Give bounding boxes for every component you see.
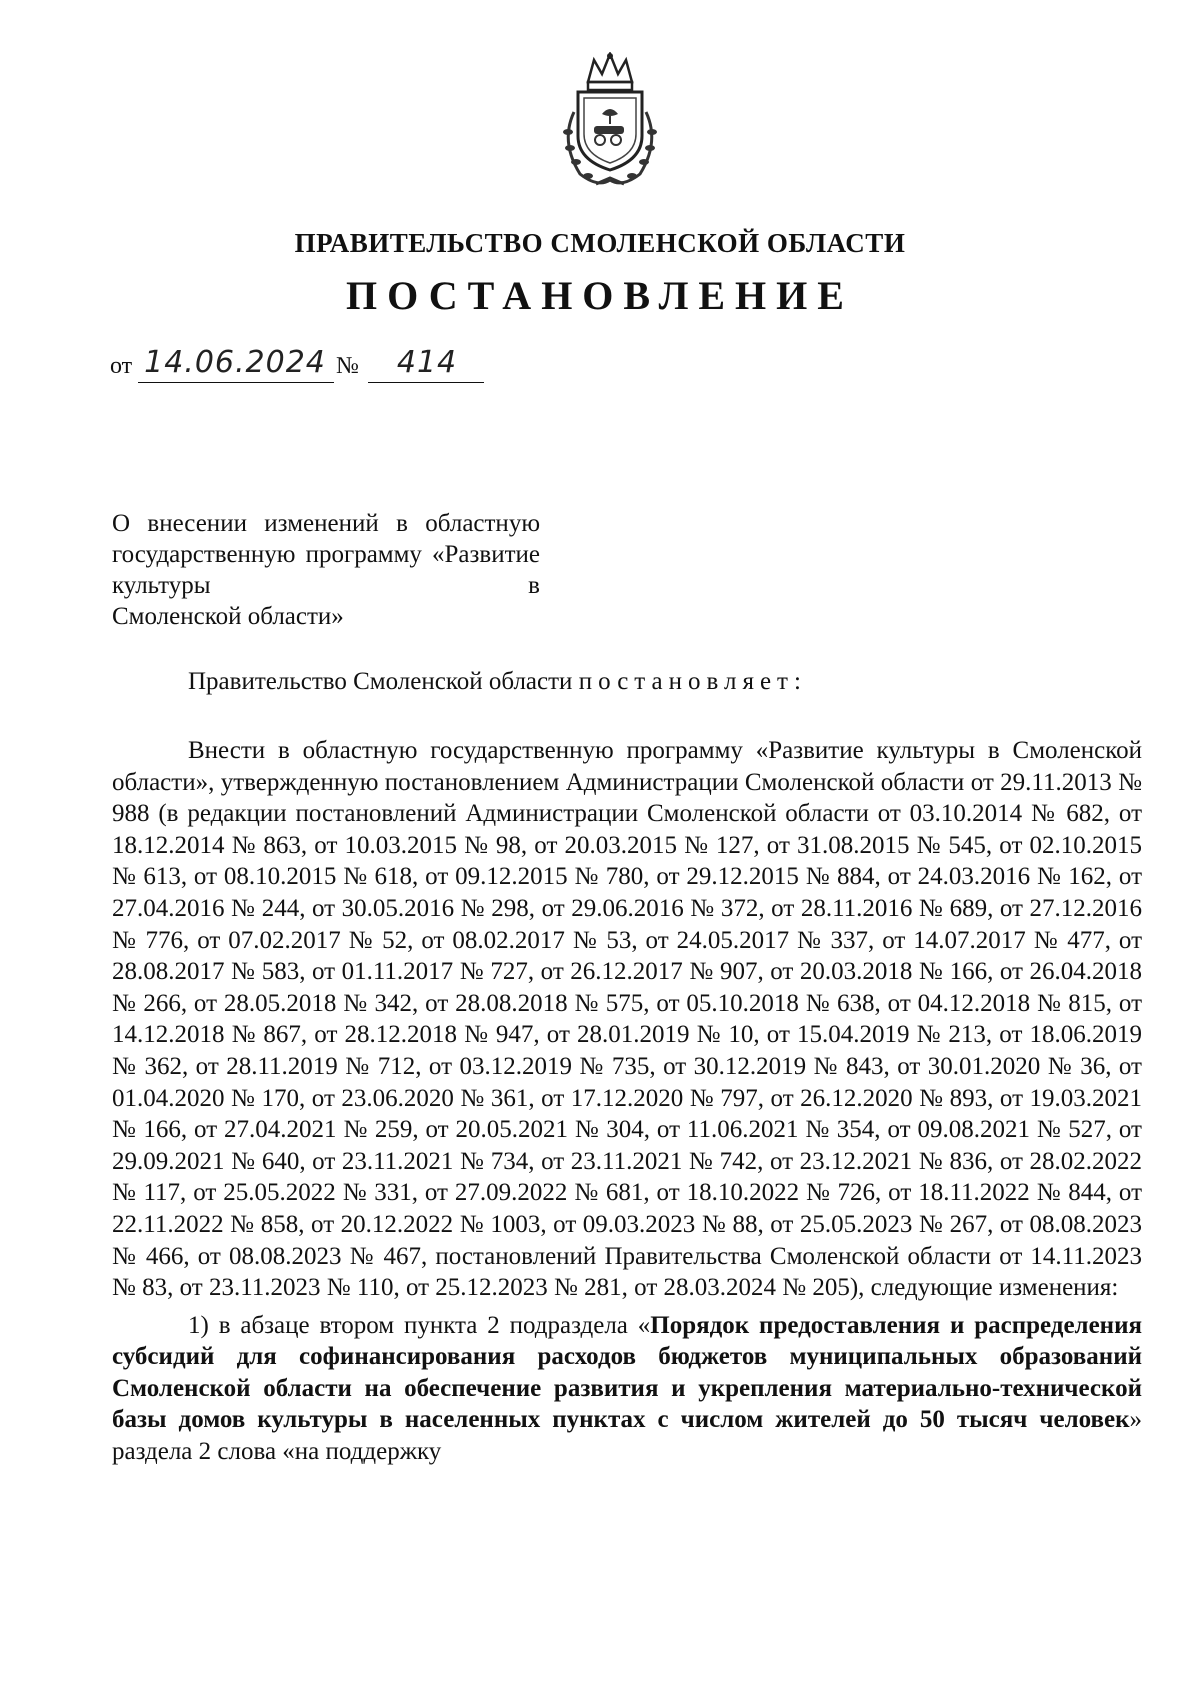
item1-bold-title: Порядок предоставления и распределения субсидий для софинансирования расходов бюджетов муниципальных образований Смоленской области на обеспечение развития и укрепления материально-технической базы домов культуры в населенных пунктах с числом жителей до 50 тысяч человек xyxy=(112,1311,1142,1434)
resolves-line xyxy=(188,668,807,696)
from-label: от xyxy=(110,353,133,379)
item1-suffix: » раздела 2 слова «на поддержку xyxy=(112,1406,1142,1466)
document-type: ПОСТАНОВЛЕНИЕ xyxy=(346,273,854,318)
number-underline xyxy=(368,382,484,383)
resolves-spaced: постановляет: xyxy=(578,668,807,695)
date-underline xyxy=(138,382,334,383)
handwritten-date: 14.06.2024 xyxy=(144,345,326,380)
number-label: № xyxy=(336,353,359,379)
subject-last-line: Смоленской области» xyxy=(112,603,344,630)
decree-subject xyxy=(112,508,540,632)
item1-prefix: 1) в абзаце втором пункта 2 подраздела « xyxy=(188,1311,651,1339)
decree-body xyxy=(112,735,1142,1468)
resolves-lead: Правительство Смоленской области xyxy=(188,668,573,695)
subject-text: О внесении изменений в областную государственную программу «Развитие культуры в xyxy=(112,510,540,599)
handwritten-number: 414 xyxy=(396,345,458,380)
coat-of-arms-icon xyxy=(550,52,670,192)
organization-title: ПРАВИТЕЛЬСТВО СМОЛЕНСКОЙ ОБЛАСТИ xyxy=(294,228,906,258)
paragraph-amendments: Внести в областную государственную программу «Развитие культуры в Смоленской области», утвержденную постановлением Администрации Смоленской области от 29.11.2013 № 988 (в редакции постановлений Администрации Смоленской области от 03.10.2014 № 682, от 18.12.2014 № 863, от 10.03.2015 № 98, от 20.03.2015 № 127, от 31.08.2015 № 545, от 02.10.2015 № 613, от 08.10.2015 № 618, от 09.12.2015 № 780, от 29.12.2015 № 884, от 24.03.2016 № 162, от 27.04.2016 № 244, от 30.05.2016 № 298, от 29.06.2016 № 372, от 28.11.2016 № 689, от 27.12.2016 № 776, от 07.02.2017 № 52, от 08.02.2017 № 53, от 24.05.2017 № 337, от 14.07.2017 № 477, от 28.08.2017 № 583, от 01.11.2017 № 727, от 26.12.2017 № 907, от 20.03.2018 № 166, от 26.04.2018 № 266, от 28.05.2018 № 342, от 28.08.2018 № 575, от 05.10.2018 № 638, от 04.12.2018 № 815, от 14.12.2018 № 867, от 28.12.2018 № 947, от 28.01.2019 № 10, от 15.04.2019 № 213, от 18.06.2019 № 362, от 28.11.2019 № 712, от 03.12.2019 № 735, от 30.12.2019 № 843, от 30.01.2020 № 36, от 01.04.2020 № 170, от 23.06.2020 № 361, от 17.12.2020 № 797, от 26.12.2020 № 893, от 19.03.2021 № 166, от 27.04.2021 № 259, от 20.05.2021 № 304, от 11.06.2021 № 354, от 09.08.2021 № 527, от 29.09.2021 № 640, от 23.11.2021 № 734, от 23.11.2021 № 742, от 23.12.2021 № 836, от 28.02.2022 № 117, от 25.05.2022 № 331, от 27.09.2022 № 681, от 18.10.2022 № 726, от 18.11.2022 № 844, от 22.11.2022 № 858, от 20.12.2022 № 1003, от 09.03.2023 № 88, от 25.05.2023 № 267, от 08.08.2023 № 466, от 08.08.2023 № 467, постановлений Правительства Смоленской области от 14.11.2023 № 83, от 23.11.2023 № 110, от 25.12.2023 № 281, от 28.03.2024 № 205), следующие изменения: xyxy=(112,737,1142,1302)
paragraph-item-1 xyxy=(112,1310,1142,1468)
